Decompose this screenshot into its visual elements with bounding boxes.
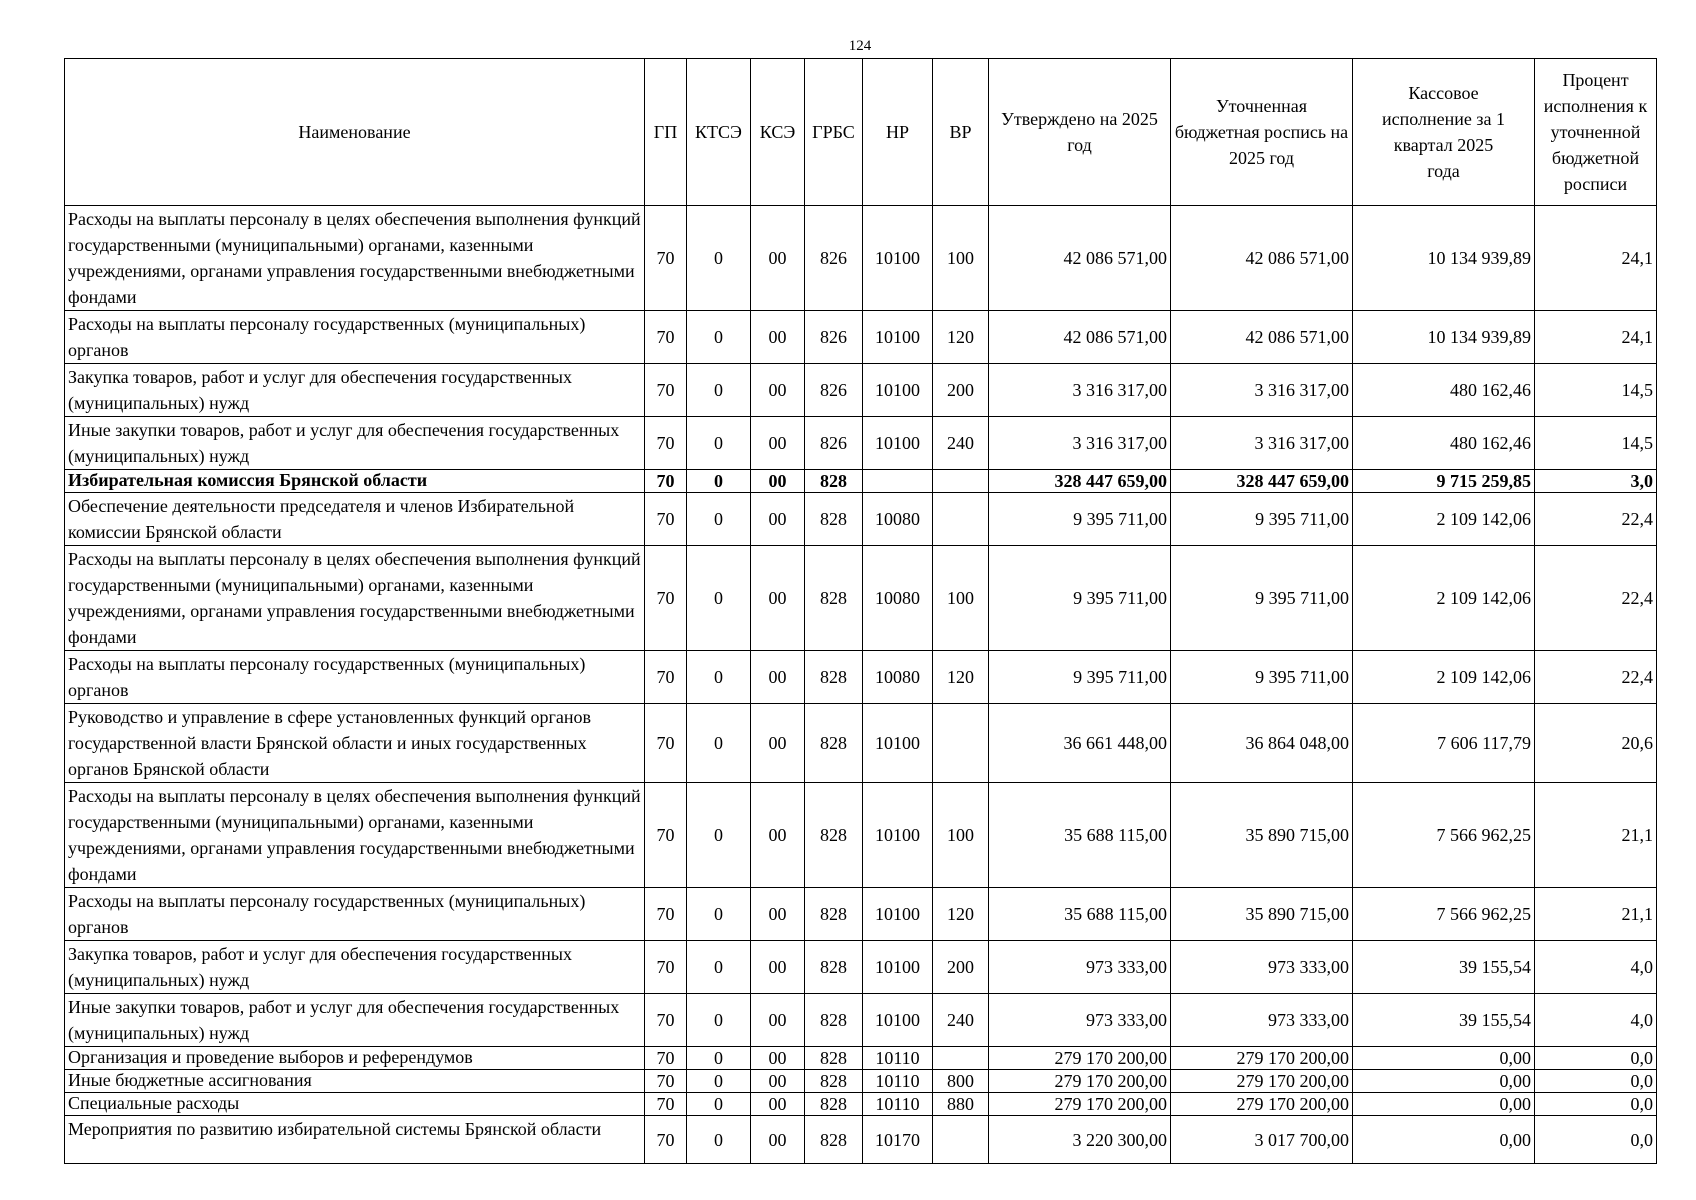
cell-vr: 120 [933,651,989,704]
cell-kse: 00 [751,493,805,546]
cell-gp: 70 [645,206,687,311]
table-row [65,470,1657,493]
cell-approved: 35 688 115,00 [989,783,1171,888]
cell-percent: 22,4 [1535,651,1657,704]
cell-approved: 279 170 200,00 [989,1093,1171,1116]
cell-refined: 9 395 711,00 [1171,546,1353,651]
cell-cash: 0,00 [1353,1116,1535,1164]
cell-refined: 279 170 200,00 [1171,1093,1353,1116]
cell-cash: 0,00 [1353,1070,1535,1093]
cell-refined: 279 170 200,00 [1171,1047,1353,1070]
cell-vr: 100 [933,206,989,311]
cell-grbs: 828 [805,493,863,546]
cell-percent: 14,5 [1535,364,1657,417]
cell-refined: 973 333,00 [1171,994,1353,1047]
cell-refined: 42 086 571,00 [1171,311,1353,364]
cell-cash: 9 715 259,85 [1353,470,1535,493]
cell-name: Расходы на выплаты персоналу в целях обеспечения выполнения функций государственными (муниципальными) органами, казенными учреждениями, органами управления государственными внебюджетными фондами [65,546,645,651]
cell-percent: 0,0 [1535,1093,1657,1116]
cell-ktse: 0 [687,1047,751,1070]
cell-cash: 7 566 962,25 [1353,783,1535,888]
table-row [65,941,1657,994]
cell-vr: 240 [933,994,989,1047]
cell-percent: 14,5 [1535,417,1657,470]
cell-grbs: 826 [805,364,863,417]
cell-cash: 480 162,46 [1353,364,1535,417]
cell-percent: 22,4 [1535,546,1657,651]
cell-ktse: 0 [687,941,751,994]
cell-approved: 36 661 448,00 [989,704,1171,783]
cell-grbs: 828 [805,704,863,783]
cell-gp: 70 [645,888,687,941]
cell-approved: 35 688 115,00 [989,888,1171,941]
cell-kse: 00 [751,1093,805,1116]
cell-refined: 328 447 659,00 [1171,470,1353,493]
cell-kse: 00 [751,994,805,1047]
cell-approved: 279 170 200,00 [989,1047,1171,1070]
cell-ktse: 0 [687,1070,751,1093]
table-row [65,994,1657,1047]
cell-np: 10100 [863,941,933,994]
cell-name: Расходы на выплаты персоналу государственных (муниципальных) органов [65,651,645,704]
table-row [65,311,1657,364]
table-row [65,546,1657,651]
cell-kse: 00 [751,651,805,704]
column-header-kse: КСЭ [751,59,805,206]
cell-percent: 21,1 [1535,783,1657,888]
cell-refined: 3 017 700,00 [1171,1116,1353,1164]
cell-vr [933,1116,989,1164]
cell-np [863,470,933,493]
budget-execution-table [64,58,1657,1164]
cell-vr [933,470,989,493]
cell-cash: 0,00 [1353,1093,1535,1116]
cell-np: 10100 [863,704,933,783]
cell-np: 10100 [863,311,933,364]
cell-gp: 70 [645,704,687,783]
cell-name: Закупка товаров, работ и услуг для обеспечения государственных (муниципальных) нужд [65,941,645,994]
table-row [65,704,1657,783]
cell-vr: 200 [933,941,989,994]
cell-gp: 70 [645,941,687,994]
cell-percent: 21,1 [1535,888,1657,941]
cell-grbs: 828 [805,1116,863,1164]
cell-kse: 00 [751,888,805,941]
cell-kse: 00 [751,1116,805,1164]
cell-np: 10100 [863,783,933,888]
cell-ktse: 0 [687,546,751,651]
cell-name: Расходы на выплаты персоналу в целях обеспечения выполнения функций государственными (муниципальными) органами, казенными учреждениями, органами управления государственными внебюджетными фондами [65,206,645,311]
cell-gp: 70 [645,651,687,704]
cell-refined: 42 086 571,00 [1171,206,1353,311]
cell-ktse: 0 [687,417,751,470]
cell-name: Иные бюджетные ассигнования [65,1070,645,1093]
cell-gp: 70 [645,470,687,493]
cell-name: Расходы на выплаты персоналу в целях обеспечения выполнения функций государственными (муниципальными) органами, казенными учреждениями, органами управления государственными внебюджетными фондами [65,783,645,888]
cell-kse: 00 [751,417,805,470]
cell-cash: 10 134 939,89 [1353,311,1535,364]
cell-refined: 9 395 711,00 [1171,651,1353,704]
cell-ktse: 0 [687,994,751,1047]
cell-np: 10110 [863,1070,933,1093]
cell-name: Организация и проведение выборов и референдумов [65,1047,645,1070]
table-row [65,1116,1657,1164]
cell-percent: 24,1 [1535,311,1657,364]
cell-kse: 00 [751,311,805,364]
table-row [65,493,1657,546]
cell-vr: 800 [933,1070,989,1093]
cell-ktse: 0 [687,311,751,364]
cell-grbs: 828 [805,783,863,888]
cell-np: 10170 [863,1116,933,1164]
cell-grbs: 828 [805,1070,863,1093]
table-row [65,206,1657,311]
cell-kse: 00 [751,470,805,493]
column-header-vr: ВР [933,59,989,206]
cell-cash: 480 162,46 [1353,417,1535,470]
cell-approved: 9 395 711,00 [989,493,1171,546]
cell-ktse: 0 [687,206,751,311]
cell-approved: 973 333,00 [989,941,1171,994]
cell-np: 10110 [863,1047,933,1070]
cell-name: Расходы на выплаты персоналу государственных (муниципальных) органов [65,311,645,364]
cell-refined: 3 316 317,00 [1171,417,1353,470]
cell-ktse: 0 [687,1116,751,1164]
cell-percent: 3,0 [1535,470,1657,493]
cell-grbs: 828 [805,888,863,941]
column-header-np: НР [863,59,933,206]
cell-ktse: 0 [687,1093,751,1116]
cell-np: 10080 [863,546,933,651]
cell-kse: 00 [751,546,805,651]
cell-gp: 70 [645,783,687,888]
cell-percent: 22,4 [1535,493,1657,546]
cell-gp: 70 [645,311,687,364]
cell-ktse: 0 [687,704,751,783]
cell-name: Избирательная комиссия Брянской области [65,470,645,493]
cell-approved: 3 316 317,00 [989,417,1171,470]
cell-grbs: 828 [805,1093,863,1116]
cell-kse: 00 [751,704,805,783]
table-row [65,1070,1657,1093]
cell-approved: 42 086 571,00 [989,311,1171,364]
cell-cash: 2 109 142,06 [1353,546,1535,651]
cell-name: Расходы на выплаты персоналу государственных (муниципальных) органов [65,888,645,941]
cell-percent: 0,0 [1535,1116,1657,1164]
column-header-grbs: ГРБС [805,59,863,206]
cell-grbs: 828 [805,941,863,994]
cell-approved: 279 170 200,00 [989,1070,1171,1093]
cell-percent: 24,1 [1535,206,1657,311]
cell-np: 10080 [863,493,933,546]
cell-refined: 279 170 200,00 [1171,1070,1353,1093]
column-header-cash: Кассовое исполнение за 1 квартал 2025 года [1353,59,1535,206]
table-row [65,888,1657,941]
cell-np: 10100 [863,994,933,1047]
cell-approved: 9 395 711,00 [989,546,1171,651]
cell-gp: 70 [645,546,687,651]
cell-gp: 70 [645,1070,687,1093]
table-row [65,651,1657,704]
cell-vr: 200 [933,364,989,417]
cell-percent: 4,0 [1535,941,1657,994]
cell-vr: 100 [933,546,989,651]
cell-name: Мероприятия по развитию избирательной системы Брянской области [65,1116,645,1164]
cell-grbs: 828 [805,546,863,651]
cell-grbs: 826 [805,311,863,364]
cell-approved: 3 316 317,00 [989,364,1171,417]
column-header-name: Наименование [65,59,645,206]
cell-refined: 3 316 317,00 [1171,364,1353,417]
cell-percent: 0,0 [1535,1047,1657,1070]
cell-ktse: 0 [687,493,751,546]
cell-refined: 973 333,00 [1171,941,1353,994]
cell-gp: 70 [645,364,687,417]
cell-kse: 00 [751,783,805,888]
cell-approved: 3 220 300,00 [989,1116,1171,1164]
cell-ktse: 0 [687,651,751,704]
cell-refined: 35 890 715,00 [1171,783,1353,888]
cell-kse: 00 [751,1070,805,1093]
table-body [65,206,1657,1164]
cell-grbs: 826 [805,417,863,470]
cell-cash: 7 566 962,25 [1353,888,1535,941]
column-header-percent: Процент исполнения к уточненной бюджетной росписи [1535,59,1657,206]
cell-approved: 328 447 659,00 [989,470,1171,493]
cell-name: Иные закупки товаров, работ и услуг для обеспечения государственных (муниципальных) нужд [65,994,645,1047]
table-row [65,364,1657,417]
cell-cash: 39 155,54 [1353,941,1535,994]
cell-grbs: 828 [805,1047,863,1070]
cell-np: 10100 [863,888,933,941]
page-number: 124 [848,38,872,54]
cell-np: 10100 [863,364,933,417]
cell-vr: 120 [933,888,989,941]
column-header-refined: Уточненная бюджетная роспись на 2025 год [1171,59,1353,206]
cell-approved: 9 395 711,00 [989,651,1171,704]
cell-gp: 70 [645,994,687,1047]
cell-refined: 35 890 715,00 [1171,888,1353,941]
cell-kse: 00 [751,364,805,417]
cell-cash: 2 109 142,06 [1353,493,1535,546]
cell-percent: 4,0 [1535,994,1657,1047]
cell-kse: 00 [751,941,805,994]
cell-np: 10080 [863,651,933,704]
cell-approved: 42 086 571,00 [989,206,1171,311]
cell-cash: 39 155,54 [1353,994,1535,1047]
cell-refined: 9 395 711,00 [1171,493,1353,546]
cell-vr [933,1047,989,1070]
cell-grbs: 828 [805,994,863,1047]
cell-np: 10100 [863,417,933,470]
cell-vr: 120 [933,311,989,364]
cell-ktse: 0 [687,888,751,941]
table-row [65,783,1657,888]
cell-name: Закупка товаров, работ и услуг для обеспечения государственных (муниципальных) нужд [65,364,645,417]
cell-vr: 880 [933,1093,989,1116]
cell-percent: 0,0 [1535,1070,1657,1093]
cell-gp: 70 [645,417,687,470]
cell-name: Специальные расходы [65,1093,645,1116]
cell-gp: 70 [645,1047,687,1070]
column-header-gp: ГП [645,59,687,206]
cell-approved: 973 333,00 [989,994,1171,1047]
cell-kse: 00 [751,1047,805,1070]
cell-cash: 10 134 939,89 [1353,206,1535,311]
cell-percent: 20,6 [1535,704,1657,783]
cell-np: 10100 [863,206,933,311]
table-row [65,417,1657,470]
cell-np: 10110 [863,1093,933,1116]
cell-cash: 2 109 142,06 [1353,651,1535,704]
column-header-ktse: КТСЭ [687,59,751,206]
cell-grbs: 828 [805,470,863,493]
cell-ktse: 0 [687,470,751,493]
cell-cash: 7 606 117,79 [1353,704,1535,783]
cell-cash: 0,00 [1353,1047,1535,1070]
cell-name: Иные закупки товаров, работ и услуг для обеспечения государственных (муниципальных) нужд [65,417,645,470]
column-header-approved: Утверждено на 2025 год [989,59,1171,206]
cell-vr [933,704,989,783]
table-row [65,1047,1657,1070]
cell-vr [933,493,989,546]
cell-name: Руководство и управление в сфере установленных функций органов государственной власти Брянской области и иных государственных органов Брянской области [65,704,645,783]
cell-grbs: 828 [805,651,863,704]
cell-name: Обеспечение деятельности председателя и членов Избирательной комиссии Брянской области [65,493,645,546]
cell-gp: 70 [645,1116,687,1164]
cell-gp: 70 [645,1093,687,1116]
cell-grbs: 826 [805,206,863,311]
cell-refined: 36 864 048,00 [1171,704,1353,783]
cell-ktse: 0 [687,364,751,417]
cell-ktse: 0 [687,783,751,888]
table-row [65,1093,1657,1116]
cell-gp: 70 [645,493,687,546]
table-header-row [65,59,1657,206]
cell-kse: 00 [751,206,805,311]
cell-vr: 100 [933,783,989,888]
cell-vr: 240 [933,417,989,470]
